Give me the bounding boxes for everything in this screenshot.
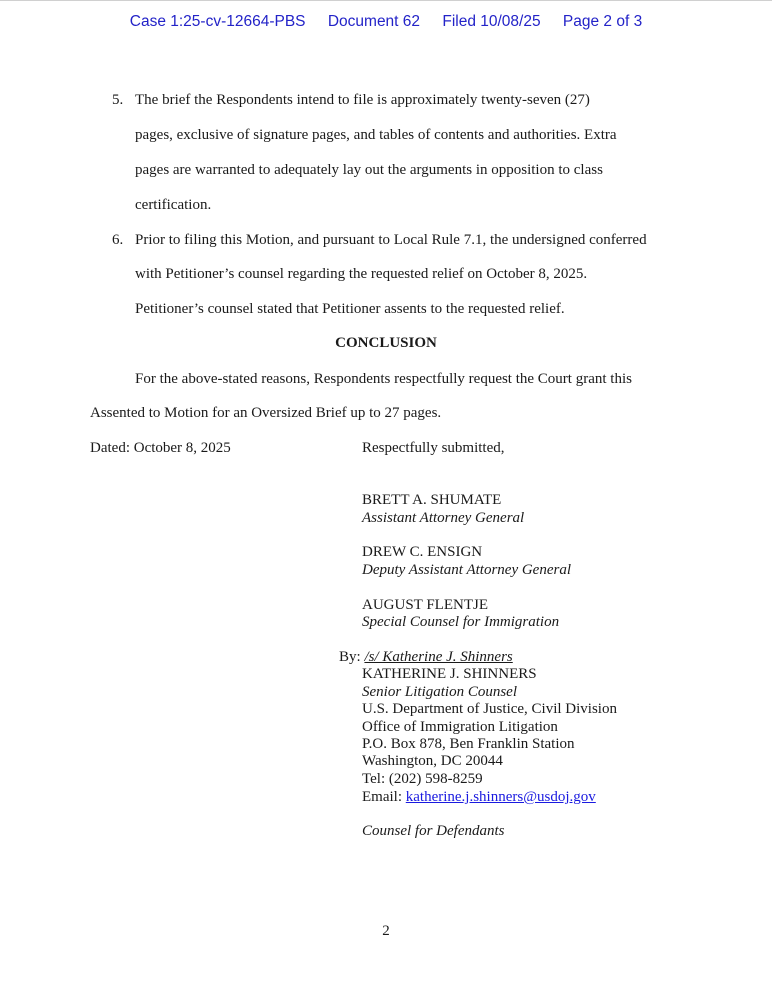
official-title: Special Counsel for Immigration: [362, 614, 560, 630]
page-indicator: Page 2 of 3: [562, 13, 643, 30]
address-line: U.S. Department of Justice, Civil Division: [362, 701, 617, 717]
official-name: AUGUST FLENTJE: [362, 597, 488, 613]
closing: Respectfully submitted,: [362, 440, 505, 456]
address-line: Washington, DC 20044: [362, 753, 503, 769]
official-title: Assistant Attorney General: [362, 510, 525, 526]
conclusion-line: Assented to Motion for an Oversized Brief up to 27 pages.: [90, 405, 442, 421]
counsel-for: Counsel for Defendants: [362, 823, 505, 839]
paragraph-line: The brief the Respondents intend to file is approximately twenty-seven (27): [135, 92, 590, 108]
paragraph-line: certification.: [135, 197, 212, 213]
paragraph-line: with Petitioner’s counsel regarding the requested relief on October 8, 2025.: [135, 266, 588, 282]
ecf-header: [0, 13, 772, 31]
dated-line: Dated: October 8, 2025: [90, 440, 231, 456]
paragraph-line: Prior to filing this Motion, and pursuant to Local Rule 7.1, the undersigned conferred: [135, 232, 647, 248]
top-border: [0, 0, 772, 1]
conclusion-heading: CONCLUSION: [335, 335, 437, 351]
conclusion-line: For the above-stated reasons, Respondents respectfully request the Court grant this: [135, 371, 632, 387]
page-number: 2: [382, 923, 390, 939]
address-line: P.O. Box 878, Ben Franklin Station: [362, 736, 575, 752]
phone-line: Tel: (202) 598-8259: [362, 771, 483, 787]
official-name: BRETT A. SHUMATE: [362, 492, 502, 508]
paragraph-number: 6.: [112, 232, 124, 248]
signer-name: KATHERINE J. SHINNERS: [362, 666, 537, 682]
case-number: Case 1:25-cv-12664-PBS: [129, 13, 306, 30]
official-title: Deputy Assistant Attorney General: [362, 562, 572, 578]
email-label: Email:: [362, 789, 402, 805]
email-line: [362, 789, 596, 807]
electronic-signature: /s/ Katherine J. Shinners: [364, 649, 513, 665]
by-label: By:: [339, 649, 361, 665]
document-number: Document 62: [327, 13, 421, 30]
official-name: DREW C. ENSIGN: [362, 544, 483, 560]
address-line: Office of Immigration Litigation: [362, 719, 558, 735]
paragraph-line: pages are warranted to adequately lay out the arguments in opposition to class: [135, 162, 603, 178]
paragraph-line: pages, exclusive of signature pages, and tables of contents and authorities. Extra: [135, 127, 617, 143]
by-line: [339, 649, 513, 667]
filed-date: Filed 10/08/25: [442, 13, 541, 30]
signer-title: Senior Litigation Counsel: [362, 684, 518, 700]
paragraph-number: 5.: [112, 92, 124, 108]
paragraph-line: Petitioner’s counsel stated that Petitioner assents to the requested relief.: [135, 301, 565, 317]
email-link[interactable]: katherine.j.shinners@usdoj.gov: [405, 789, 596, 805]
